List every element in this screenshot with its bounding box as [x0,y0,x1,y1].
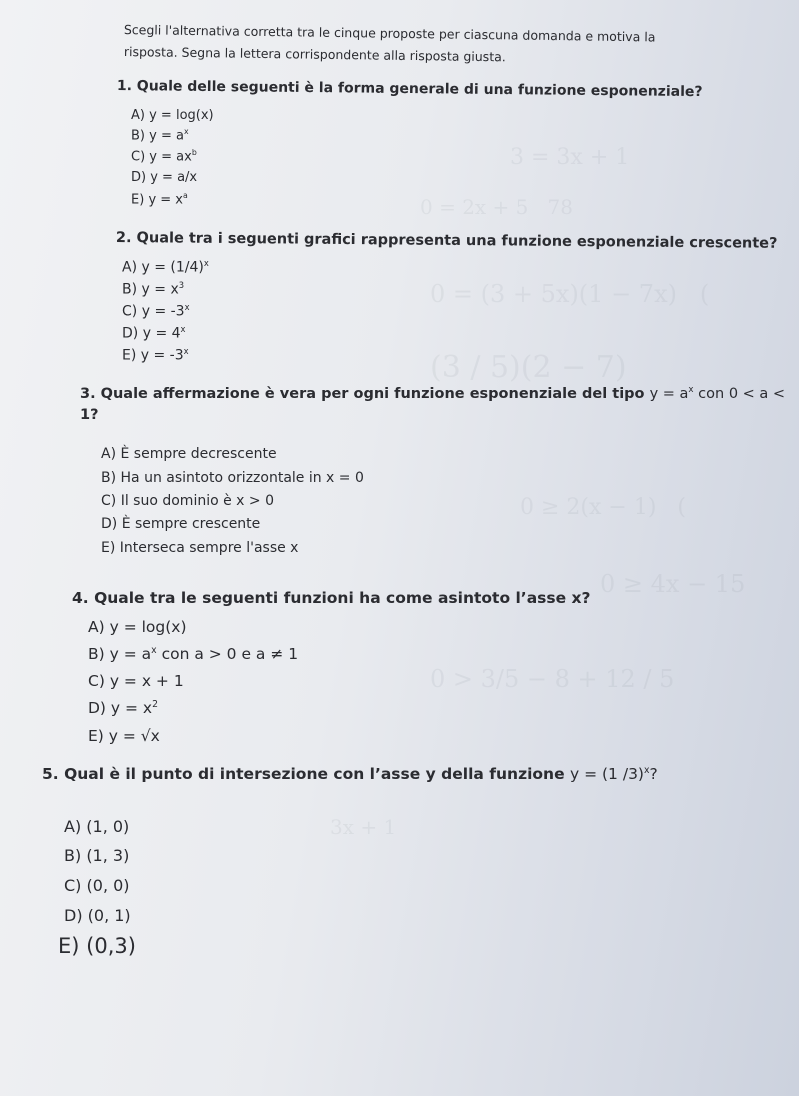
q4-option-b[interactable]: B) $y = a^x$ con a > 0 e a ≠ 1 [88,645,299,664]
bleed-through-shadow: 0 ≥ 2(x − 1) ( [520,495,686,520]
q3-option-d[interactable]: D) È sempre crescente [101,516,261,532]
question-1: 1. Quale delle seguenti è la forma generale di una funzione esponenziale? [116,78,703,101]
bleed-through-shadow: 0 = (3 + 5x)(1 − 7x) ( [430,280,710,308]
question-2: 2. Quale tra i seguenti grafici rappresenta una funzione esponenziale crescente? [115,230,778,252]
q4-option-e[interactable]: E) y = √x [88,727,160,745]
q2-option-d[interactable]: D) $y = 4^x$ [122,324,186,342]
q1-option-c[interactable]: C) $y = ax^b$ [131,148,197,165]
q5-option-e[interactable]: E) (0,3) [58,934,136,958]
question-3-line-2: 1? [80,407,99,423]
bleed-through-shadow: 0 ≥ 4x − 15 [600,570,746,598]
q5-option-c[interactable]: C) (0, 0) [64,876,130,895]
bleed-through-shadow: 3x + 1 [330,815,397,839]
q2-option-e[interactable]: E) $y = -3^x$ [122,346,189,364]
q2-option-b[interactable]: B) $y = x^3$ [122,280,185,298]
bleed-through-shadow: 0 = 2x + 5 78 [420,195,573,219]
q5-option-b[interactable]: B) (1, 3) [64,846,130,865]
bleed-through-shadow: 0 > 3/5 − 8 + 12 / 5 [430,665,675,693]
q1-option-a[interactable]: A) y = log(x) [131,108,214,123]
q5-option-a[interactable]: A) (1, 0) [64,817,130,836]
instructions-line-1: Scegli l'alternativa corretta tra le cinque proposte per ciascuna domanda e motiva la [123,22,656,45]
q1-option-e[interactable]: E) $y = x^a$ [131,191,188,208]
question-5: 5. Qual è il punto di intersezione con l’asse y della funzione y = (1 /3)$^x$? [42,765,658,784]
bleed-through-shadow: (3 / 5)(2 − 7) [430,350,627,385]
q1-option-d[interactable]: D) y = a/x [131,170,198,185]
q3-option-a[interactable]: A) È sempre decrescente [101,446,277,462]
q3-option-c[interactable]: C) Il suo dominio è x > 0 [101,493,274,509]
instructions-line-2: risposta. Segna la lettera corrispondente alla risposta giusta. [123,44,506,65]
q5-option-d[interactable]: D) (0, 1) [64,906,131,925]
q3-option-b[interactable]: B) Ha un asintoto orizzontale in x = 0 [101,470,364,486]
question-3-line-1: 3. Quale affermazione è vera per ogni funzione esponenziale del tipo $y = a^x$ con 0 < a < [80,385,786,402]
q2-option-c[interactable]: C) $y = -3^x$ [122,302,190,320]
q3-option-e[interactable]: E) Interseca sempre l'asse x [101,540,299,556]
q2-option-a[interactable]: A) $y = (1/4)^x$ [122,258,209,276]
q1-option-b[interactable]: B) $y = a^x$ [131,127,189,144]
q4-option-c[interactable]: C) y = x + 1 [88,672,184,690]
q4-option-d[interactable]: D) $y = x^2$ [88,699,159,718]
q4-option-a[interactable]: A) y = log(x) [88,618,187,636]
bleed-through-shadow: 3 = 3x + 1 [510,145,630,170]
question-4: 4. Quale tra le seguenti funzioni ha come asintoto l’asse x? [72,589,591,607]
